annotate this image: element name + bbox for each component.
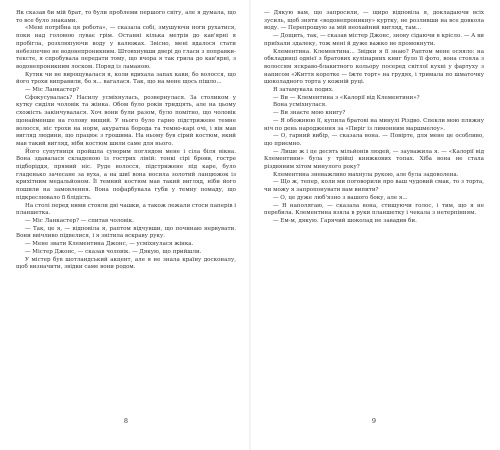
page-number-right: 9 bbox=[371, 417, 377, 425]
left-page bbox=[16, 10, 236, 405]
paragraph: — О, гарний вибір, — сказала вона. — Повірте, для мене це особливо, що приємно. bbox=[264, 133, 484, 147]
paragraph: — Дощить, так, — сказав містер Джонс, знову сідаючи в крісло. — А ви приїхали здалеку, тож мені й дуже важко не промокнути. bbox=[264, 33, 484, 47]
paragraph: — Дякую вам, що запросили, — щиро відповіла я, докладаючи всіх зусиль, щоб зняти «водонепроникну» куртку, не розливши на все довкола воду. — Перепрошую за мій неохайний вигляд, там... bbox=[264, 10, 484, 32]
paragraph: Як сказав би мій брат, то були проблеми першого світу, але я думала, що то все було знаками. bbox=[16, 10, 236, 24]
paragraph: — Міс Ланкастер? — спитав чоловік. bbox=[25, 217, 134, 224]
paragraph: Клементина зневажливо махнула рукою, але була задоволена. bbox=[273, 171, 459, 178]
paragraph: — Так, це я, — відповіла я, раптом відчувши, що починаю нервувати. Вони ввічливо підвелися, і я знітила вскраву руку. bbox=[16, 225, 236, 240]
paragraph: — Ем-м, дякую. Гарячий шоколад не завадив би. bbox=[273, 217, 417, 224]
paragraph: «Мені потрібна ця робота», — сказала собі, змушуючи ноги рухатися, поки над головою луває грім. Останні кілька метрів до кав'ярні я пробігла, розхлюпуючи воду у калюжах. Звісно, мені вдалося стати небезпечно не водонепроникним. Штовхнувши двері до гласи з поправки-тексте, я спробувала передати тому, що вчора я так грила до кав'ярні, з водонепроникним лоском. Поряд із ламаною. bbox=[16, 25, 236, 70]
right-page bbox=[264, 10, 484, 405]
paragraph: Я затамувала подих. bbox=[273, 87, 334, 94]
paragraph: — Я обожнюю її, купила братові на минулі Різдво. Спекли мою пляжну ніч по день народження за «Пиріг із лимонним маршмелоу». bbox=[264, 117, 484, 132]
paragraph: — Що ж, тепер, коли ми поговорили про ваш чудовий смак, то з торта, чи можу я запропонувати вам випити? bbox=[264, 179, 484, 194]
paragraph: Кутик чи не вирощувалася я, коли вдихала запах кави, бо волосся, що його трохи виправили, бо я... вагалася. Так, що на мене щось пішло... bbox=[16, 71, 236, 86]
paragraph: — Я наполягаю, — сказала вона, стишуючи голос, і тим, що я не перебила. Клементина взяла в руки планшетку і чекала з нетерпінням. bbox=[264, 202, 484, 217]
paragraph: Клементина. Клементина... Звідки я її знаю? Раптом мене осяяло: на обкладинці однієї з братових кулінарних книг було її фото, вона стояла з волоссям яскраво-блакитного кольору посеред світлої кухні у фартуху з написом «Життя коротке — їжте торт» на грудях, і трималa по шматочку шоколадного торта у кожній руці. bbox=[264, 48, 484, 86]
paragraph: — Ви — Клементина з «Калорії від Клементини»? bbox=[273, 94, 420, 101]
paragraph: Сфокусувалась? Насилу усміхнулась, розвернулася. За столиком у кутку сиділи чоловік та жінка. Обом було років тридцять, але на цьому схожість закінчувалася. Хоч вони були разом, було помітно, що чоловік щонайменше на голову вищий. У нього було гарно підстрижене темне волосся, ніс трохи на норм, акуратна борода та темно-карі очі, і він мав вигляд людини, що працює з грошима. На ньому був сірий костюм, який мав такий вигляд, ніби костюм шили саме для нього. bbox=[16, 94, 236, 147]
paragraph: — О, це дуже люб'язно з вашого боку, але я... bbox=[273, 194, 408, 201]
paragraph: — Мене звати Клементина Джонс, — усміхнулася жінка. bbox=[25, 241, 194, 248]
paragraph: — Міс Ланкастер? bbox=[25, 87, 80, 94]
paragraph: — Лише ж і це десять мільйонів людей, — зауважила я. — «Калорії від Клементини» була у трійці книжкових топах. Хіба вона не стала різдвяним хітом минулого року? bbox=[264, 148, 484, 171]
paragraph: — Містер Джонс, — сказав чоловік. — Дякую, що прийшли. bbox=[25, 248, 202, 255]
paragraph: У містер був шотландський акцент, але я не знала країну досконалу, щоб визначити, звідки саме вони родом. bbox=[16, 256, 236, 271]
paragraph: Вона усміхнулася. bbox=[273, 102, 327, 109]
paragraph: Його супутниця пройшла суворим поглядом мене і сіла біля вікна. Вона здавалася складеною із гострих ліній: тонкі сірі брови, гостре підборіддя, прямий ніс. Руде волосся, підстрижене під каре, було гладенько зачесане за вуха, а на шиї вона носила золотий ланцюжок із крихітним медальйоном. Її темний костюм мав такий вигляд, ніби його пошили на замовлення. Вона пофарбувала губи у темну помаду, що підкреслювало її блідість. bbox=[16, 148, 236, 201]
paragraph: — Ви знаєте мою книгу? bbox=[273, 110, 346, 117]
book-gutter bbox=[249, 0, 251, 450]
paragraph: На столі перед ними стояли дві чашки, а також лежали стоси паперів і планшетка. bbox=[16, 202, 236, 217]
page-number-left: 8 bbox=[123, 417, 129, 425]
